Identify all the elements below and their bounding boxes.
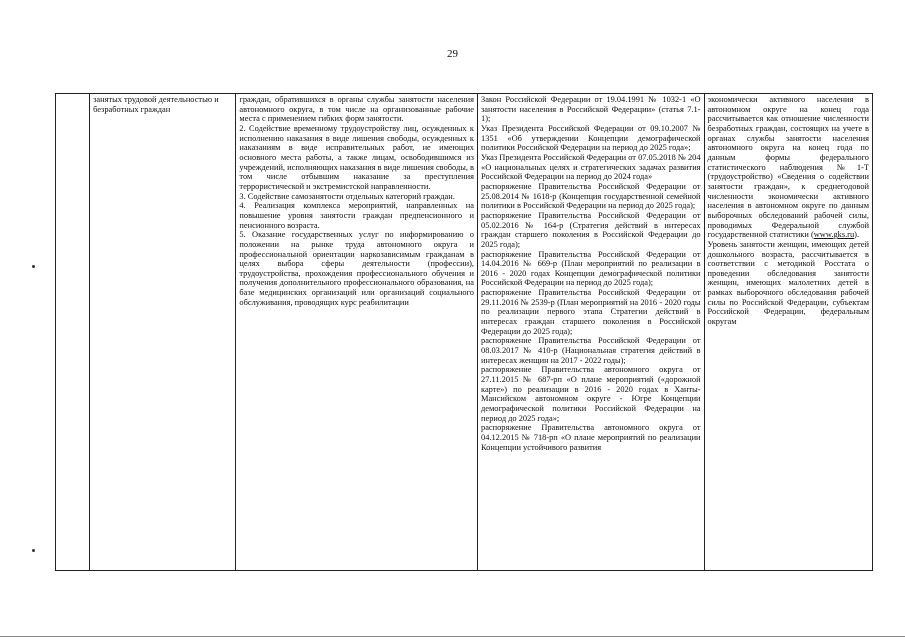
indicator-paragraph: Уровень занятости женщин, имеющих детей дошкольного возраста, рассчитывается в соответствии с методикой Росстата о проведении обследования занятости женщин, имеющих малолетних детей в рамках выборочного обследования рабочей силы по Российской Федерации, субъектам Российской Федерации, федеральным округам	[707, 239, 869, 327]
scan-mark	[32, 265, 35, 268]
legal-act: распоряжение Правительства Российской Федерации от 05.02.2016 № 164-р (Стратегия действий в интересах граждан старшего поколения в Российской Федерации до 2025 года);	[481, 210, 701, 249]
legal-act: распоряжение Правительства Российской Федерации от 08.03.2017 № 410-р (Национальная стратегия действий в интересах женщин на 2017 - 2022 годы);	[481, 336, 701, 365]
gks-link[interactable]: www.gks.ru	[813, 230, 855, 240]
category-cell	[90, 94, 236, 571]
indicator-paragraph	[708, 95, 869, 240]
measure-paragraph: граждан, обратившихся в органы службы занятости населения автономного округа, в том числе на организованные рабочие места с применением гибких форм занятости.	[239, 95, 474, 124]
legal-act: Указ Президента Российской Федерации от 09.10.2007 № 1351 «Об утверждении Концепции демографической политики Российской Федерации на период до 2025 года»;	[481, 123, 701, 153]
legal-act: Указ Президента Российской Федерации от 07.05.2018 № 204 «О национальных целях и стратегических задачах развития Российской Федерации на период до 2024 года»	[481, 152, 701, 182]
table-row	[56, 94, 873, 571]
indicator-method-cell	[704, 94, 872, 571]
scan-mark	[32, 549, 35, 552]
legal-act: распоряжение Правительства автономного округа от 27.11.2015 № 687-рп «О плане мероприятий («дорожной карте») по реализации в 2016 - 2020 годах в Ханты-Мансийском автономном округе - Югре Концепции демографической политики Российской Федерации на период до 2025 года»;	[481, 365, 701, 423]
measures-table	[55, 93, 873, 571]
legal-act: распоряжение Правительства Российской Федерации от 29.11.2016 № 2539-р (План мероприятий на 2016 - 2020 годы по реализации первого этапа Стратегии действий в интересах граждан старшего поколения в Российской Федерации до 2025 года);	[481, 288, 701, 336]
measures-cell	[236, 94, 478, 571]
legal-act: распоряжение Правительства Российской Федерации от 25.08.2014 № 1618-р (Концепция государственной семейной политики в Российской Федерации на период до 2025 года);	[481, 181, 701, 211]
legal-act: распоряжение Правительства автономного округа от 04.12.2015 № 718-рп «О плане мероприятий по реализации Концепции устойчивого развития	[481, 423, 701, 452]
scan-edge-line	[0, 636, 905, 637]
legal-act: распоряжение Правительства Российской Федерации от 14.04.2016 № 669-р (План мероприятий по реализации в 2016 - 2020 годах Концепции демографической политики Российской Федерации на период до 2025 года);	[481, 249, 701, 288]
measure-paragraph: 4. Реализация комплекса мероприятий, направленных на повышение уровня занятости граждан предпенсионного и пенсионного возраста.	[239, 201, 474, 230]
measure-paragraph: 3. Содействие самозанятости отдельных категорий граждан.	[239, 191, 455, 201]
category-text: занятых трудовой деятельностью и безработных граждан	[93, 95, 219, 114]
legal-act: Закон Российской Федерации от 19.04.1991 № 1032-1 «О занятости населения в Российской Федерации» (статья 7.1-1);	[481, 95, 701, 124]
measure-paragraph: 5. Оказание государственных услуг по информированию о положении на рынке труда автономного округа и профессиональной ориентации наркозависимым гражданам в целях выбора сферы деятельности (профессии), трудоустройства, прохождения профессионального обучения и получения дополнительного профессионального образования, на базе медицинских организаций или организаций социального обслуживания, проводящих курс реабилитации	[239, 230, 474, 307]
indicator-text-end: ).	[854, 230, 860, 240]
row-number-cell	[56, 94, 90, 571]
measure-paragraph: 2. Содействие временному трудоустройству лиц, осужденных к исполнению наказания в виде лишения свободы, осужденных к наказаниям в виде исправительных работ, не имеющих основного места работы, а также лицам, освободившимся из учреждений, исполняющих наказания в виде лишения свободы, в том числе отбывшим наказание за преступления террористической и экстремистской направленности.	[239, 123, 474, 191]
indicator-text: экономически активного населения в автономном округе на конец года рассчитывается как отношение численности безработных граждан, состоящих на учете в органах службы занятости населения автономного округа на конец года по данным формы федерального статистического наблюдения №1-Т (трудоустройство) «Сведения о содействии занятости граждан», к среднегодовой численности экономически активного населения в автономном округе по данным выборочных обследований рабочей силы, проводимых Федеральной службой государственной статистики (	[707, 95, 869, 240]
page-number: 29	[447, 48, 458, 60]
legal-acts-cell	[478, 94, 705, 571]
